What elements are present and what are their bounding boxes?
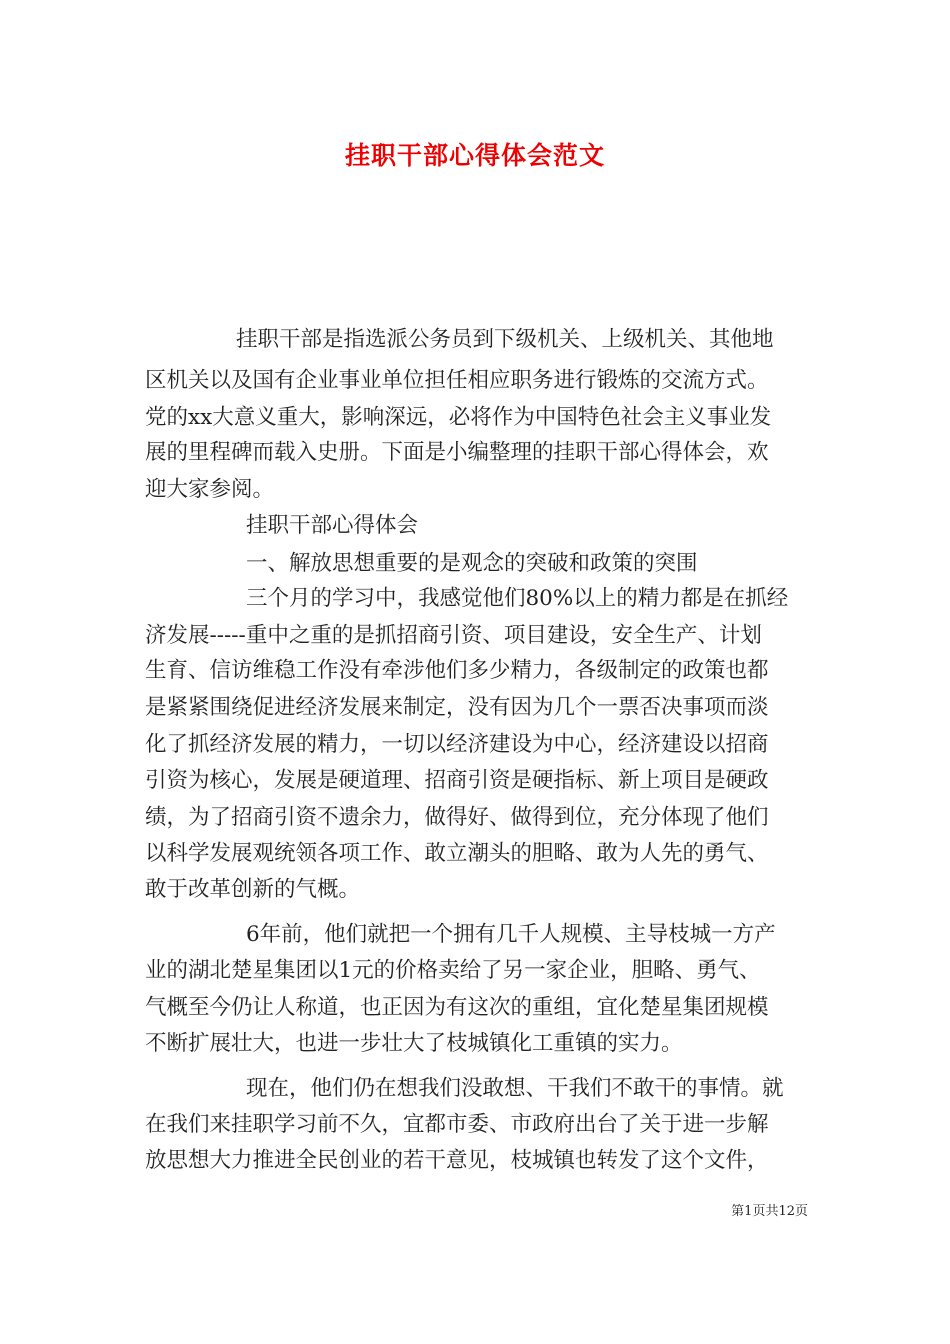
paragraph-line: 生育、信访维稳工作没有牵涉他们多少精力，各级制定的政策也都: [145, 658, 769, 683]
subsection-heading: 一、解放思想重要的是观念的突破和政策的突围: [246, 551, 698, 576]
paragraph-line: 化了抓经济发展的精力，一切以经济建设为中心，经济建设以招商: [145, 732, 769, 757]
paragraph-line: 展的里程碑而载入史册。下面是小编整理的挂职干部心得体会，欢: [145, 440, 769, 465]
paragraph-line: 迎大家参阅。: [145, 477, 275, 502]
paragraph-line: 以科学发展观统领各项工作、敢立潮头的胆略、敢为人先的勇气、: [145, 841, 769, 866]
paragraph-line: 6年前，他们就把一个拥有几千人规模、主导枝城一方产: [246, 922, 776, 947]
paragraph-line: 不断扩展壮大，也进一步壮大了枝城镇化工重镇的实力。: [145, 1031, 683, 1056]
paragraph-line: 引资为核心，发展是硬道理、招商引资是硬指标、新上项目是硬政: [145, 768, 769, 793]
paragraph-line: 绩，为了招商引资不遗余力，做得好、做得到位，充分体现了他们: [145, 805, 769, 830]
paragraph-line: 是紧紧围绕促进经济发展来制定，没有因为几个一票否决事项而淡: [145, 695, 769, 720]
paragraph-line: 挂职干部是指选派公务员到下级机关、上级机关、其他地: [236, 327, 774, 352]
paragraph-line: 放思想大力推进全民创业的若干意见，枝城镇也转发了这个文件，: [145, 1148, 769, 1173]
paragraph-line: 区机关以及国有企业事业单位担任相应职务进行锻炼的交流方式。: [145, 368, 769, 393]
paragraph-line: 业的湖北楚星集团以1元的价格卖给了另一家企业，胆略、勇气、: [145, 958, 761, 983]
paragraph-line: 现在，他们仍在想我们没敢想、干我们不敢干的事情。就: [246, 1076, 784, 1101]
paragraph-line: 在我们来挂职学习前不久，宜都市委、市政府出台了关于进一步解: [145, 1112, 769, 1137]
paragraph-line: 敢于改革创新的气概。: [145, 877, 361, 902]
page-number: 第1页共12页: [731, 1204, 808, 1219]
section-heading: 挂职干部心得体会: [246, 513, 419, 538]
paragraph-line: 气概至今仍让人称道，也正因为有这次的重组，宜化楚星集团规模: [145, 995, 769, 1020]
document-title: 挂职干部心得体会范文: [344, 141, 605, 170]
paragraph-line: 三个月的学习中，我感觉他们80%以上的精力都是在抓经: [246, 586, 789, 611]
paragraph-line: 济发展-----重中之重的是抓招商引资、项目建设，安全生产、计划: [145, 623, 762, 648]
paragraph-line: 党的xx大意义重大，影响深远，必将作为中国特色社会主义事业发: [145, 405, 772, 430]
